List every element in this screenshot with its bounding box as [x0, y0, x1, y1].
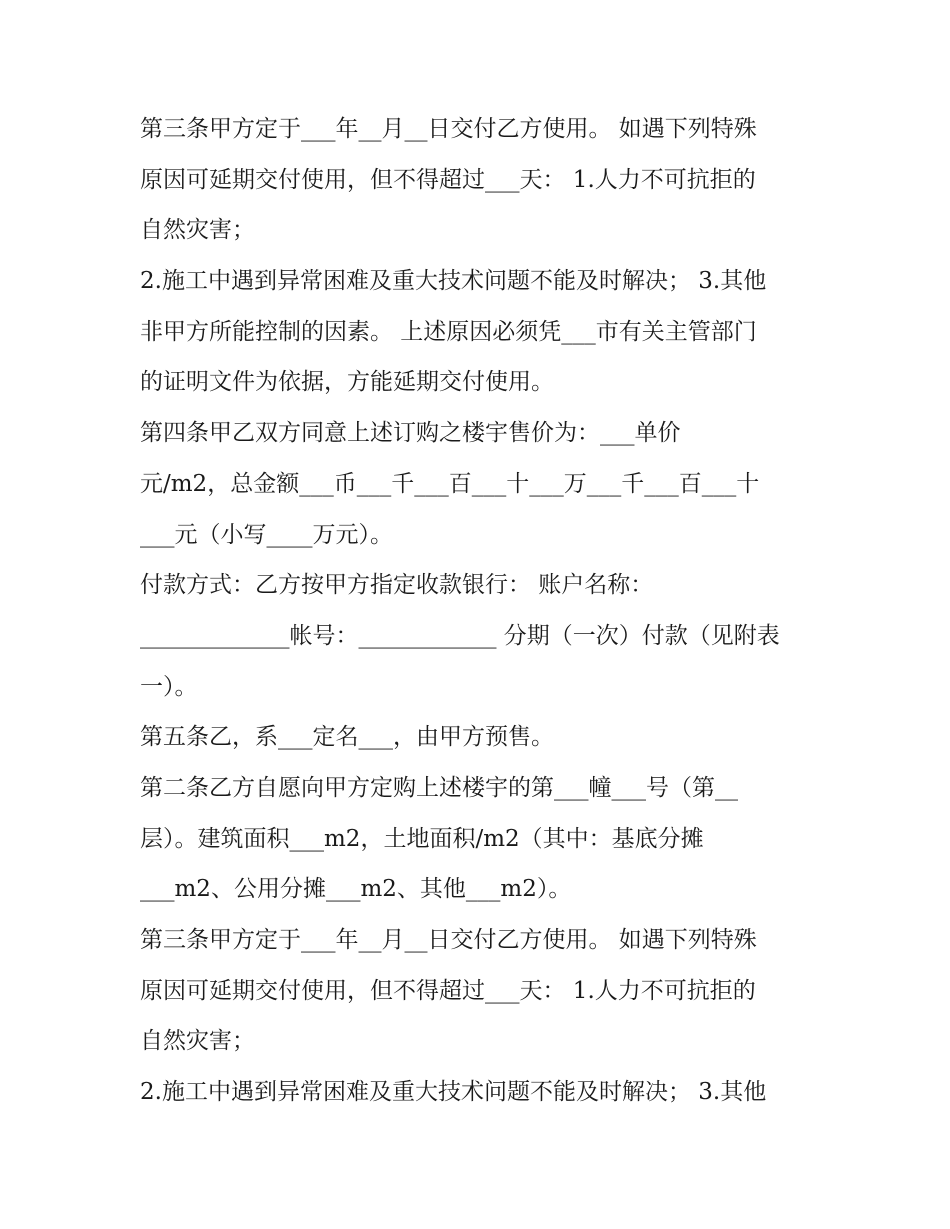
text-line-14: 第二条乙方自愿向甲方定购上述楼宇的第___幢___号（第__ — [140, 774, 738, 801]
contract-text — [140, 104, 810, 1118]
text-line-6: 的证明文件为依据，方能延期交付使用。 — [140, 369, 554, 396]
text-line-4: 2.施工中遇到异常困难及重大技术问题不能及时解决； 3.其他 — [140, 268, 767, 295]
text-line-18: 原因可延期交付使用，但不得超过___天： 1.人力不可抗拒的 — [140, 977, 756, 1004]
text-line-17: 第三条甲方定于___年__月__日交付乙方使用。 如遇下列特殊 — [140, 927, 757, 953]
text-line-8: 元/m2，总金额___币___千___百___十___万___千___百___十 — [140, 470, 760, 497]
text-line-10: 付款方式：乙方按甲方指定收款银行： 账户名称： — [140, 572, 654, 599]
text-line-11: _____________帐号：____________ 分期（一次）付款（见附表 — [140, 622, 780, 649]
text-line-2: 原因可延期交付使用，但不得超过___天： 1.人力不可抗拒的 — [140, 166, 756, 193]
text-line-3: 自然灾害； — [140, 217, 255, 244]
text-line-16: ___m2、公用分摊___m2、其他___m2）。 — [140, 876, 572, 903]
text-line-9: ___元（小写____万元）。 — [140, 521, 393, 548]
text-line-7: 第四条甲乙双方同意上述订购之楼宇售价为：___单价 — [140, 420, 681, 447]
text-line-15: 层）。建筑面积___m2，土地面积/m2（其中：基底分摊 — [140, 825, 704, 852]
text-line-12: 一）。 — [140, 673, 198, 700]
text-line-5: 非甲方所能控制的因素。 上述原因必须凭___市有关主管部门 — [140, 318, 757, 345]
text-line-20: 2.施工中遇到异常困难及重大技术问题不能及时解决； 3.其他 — [140, 1079, 767, 1106]
text-line-1: 第三条甲方定于___年__月__日交付乙方使用。 如遇下列特殊 — [140, 116, 757, 142]
text-line-13: 第五条乙，系___定名___，由甲方预售。 — [140, 724, 554, 751]
text-line-19: 自然灾害； — [140, 1028, 255, 1055]
